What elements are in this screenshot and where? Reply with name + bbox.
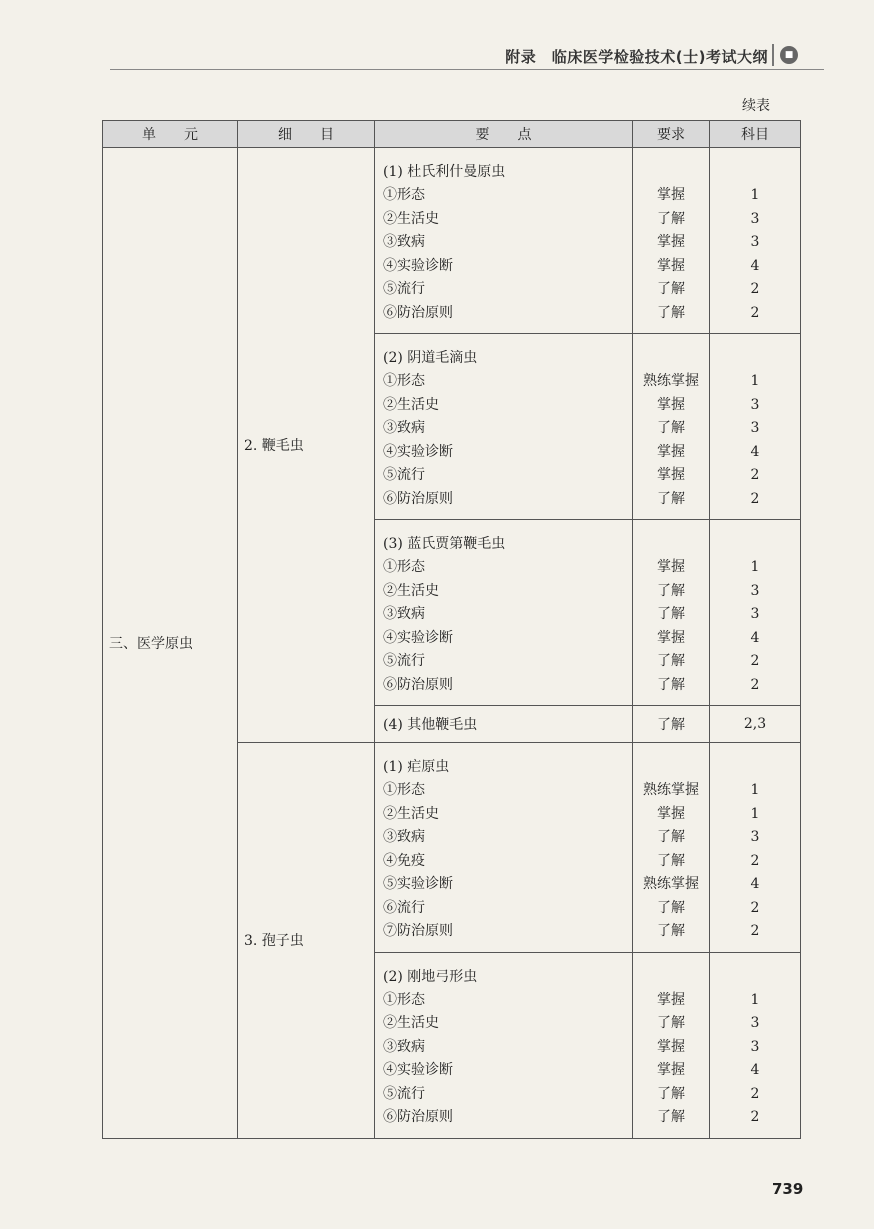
- point-item: ④实验诊断: [383, 1062, 453, 1078]
- requirement-text: 掌握: [657, 991, 685, 1008]
- subunit-cell: 2. 鞭毛虫: [238, 148, 375, 743]
- point-item: ④实验诊断: [383, 629, 453, 646]
- column-header-subunit: 细 目: [238, 121, 375, 148]
- requirement-text: 了解: [657, 676, 685, 693]
- point-item: ②生活史: [383, 1015, 439, 1031]
- subject-text: 2: [750, 490, 760, 507]
- requirement-text: 了解: [657, 717, 685, 733]
- requirement-text: 熟练掌握: [643, 373, 699, 389]
- point-item: ③致病: [383, 1038, 425, 1055]
- requirement-text: 了解: [657, 210, 685, 227]
- requirement-text: 掌握: [657, 629, 685, 646]
- requirement-text: 掌握: [657, 396, 685, 413]
- subject-text: 2: [750, 281, 760, 297]
- requirement-text: 熟练掌握: [643, 782, 699, 798]
- column-header-point: 要 点: [375, 121, 633, 148]
- point-cell: [375, 520, 633, 706]
- subject-cell: [710, 148, 801, 334]
- subject-text: 2: [750, 304, 760, 321]
- requirement-text: 掌握: [657, 467, 685, 483]
- point-item: ⑤流行: [383, 1085, 425, 1102]
- point-cell: [375, 334, 633, 520]
- requirement-text: 了解: [657, 653, 685, 669]
- point-item: ⑤实验诊断: [383, 876, 453, 892]
- requirement-text: 了解: [657, 829, 685, 845]
- requirement-text: 了解: [657, 420, 685, 436]
- requirement-text: 了解: [657, 1085, 685, 1102]
- page-number: 739: [772, 1180, 804, 1198]
- requirement-text: 掌握: [657, 443, 685, 460]
- syllabus-table: [102, 120, 801, 1139]
- requirement-cell: [633, 952, 710, 1138]
- subject-text: 3: [750, 606, 760, 622]
- point-item: ⑥防治原则: [383, 304, 453, 321]
- subject-cell: [710, 952, 801, 1138]
- subject-cell: [710, 520, 801, 706]
- subject-text: 3: [750, 210, 760, 227]
- header-badge-icon: ■: [780, 46, 798, 64]
- point-item: ①形态: [383, 373, 425, 389]
- requirement-text: 了解: [657, 923, 685, 939]
- subject-text: 3: [750, 420, 760, 436]
- point-cell: [375, 706, 633, 743]
- subject-text: 2: [750, 852, 760, 869]
- subunit-cell: 3. 孢子虫: [238, 743, 375, 1139]
- point-item: ③致病: [383, 420, 425, 436]
- subject-text: 2: [750, 1109, 760, 1125]
- subject-text: 2,3: [743, 716, 767, 732]
- requirement-text: 掌握: [657, 187, 685, 203]
- unit-cell: 三、医学原虫: [103, 148, 238, 1139]
- subject-text: 4: [750, 629, 760, 646]
- point-item: ③致病: [383, 606, 425, 622]
- subject-cell: [710, 334, 801, 520]
- subject-cell: [710, 743, 801, 953]
- point-item: ④实验诊断: [383, 443, 453, 460]
- point-item: ⑥防治原则: [383, 1109, 453, 1125]
- requirement-text: 掌握: [657, 234, 685, 250]
- subject-text: 3: [750, 396, 760, 413]
- point-item: ②生活史: [383, 210, 439, 227]
- group-title: (1) 杜氏利什曼原虫: [383, 164, 506, 180]
- subject-text: 1: [750, 559, 760, 575]
- requirement-cell: [633, 334, 710, 520]
- group-title: (2) 阴道毛滴虫: [383, 350, 478, 366]
- subject-text: 4: [750, 443, 760, 460]
- subject-text: 2: [750, 653, 760, 669]
- subject-text: 1: [750, 187, 760, 203]
- subject-text: 2: [750, 1085, 760, 1102]
- subject-text: 1: [750, 782, 760, 798]
- requirement-cell: [633, 743, 710, 953]
- point-item: ④实验诊断: [383, 257, 453, 274]
- subject-text: 3: [750, 1038, 760, 1055]
- point-item: ③致病: [383, 234, 425, 250]
- group-title: (4) 其他鞭毛虫: [383, 717, 478, 733]
- group-title: (3) 蓝氏贾第鞭毛虫: [383, 536, 506, 552]
- requirement-cell: [633, 706, 710, 743]
- continued-label: 续表: [742, 98, 770, 114]
- requirement-text: 了解: [657, 490, 685, 507]
- subject-text: 3: [750, 582, 760, 599]
- point-item: ④免疫: [383, 852, 425, 869]
- subject-text: 4: [750, 1062, 760, 1078]
- point-item: ⑥防治原则: [383, 490, 453, 507]
- point-item: ③致病: [383, 829, 425, 845]
- table-header-row: [103, 121, 801, 148]
- requirement-text: 熟练掌握: [643, 876, 699, 892]
- point-item: ②生活史: [383, 805, 439, 822]
- column-header-requirement: 要求: [633, 121, 710, 148]
- subject-text: 4: [750, 876, 760, 892]
- subject-text: 2: [750, 899, 760, 916]
- point-item: ①形态: [383, 782, 425, 798]
- requirement-text: 了解: [657, 304, 685, 321]
- group-title: (1) 疟原虫: [383, 759, 450, 775]
- point-item: ②生活史: [383, 396, 439, 413]
- requirement-cell: [633, 520, 710, 706]
- point-item: ⑤流行: [383, 281, 425, 297]
- subject-text: 1: [750, 805, 760, 822]
- subject-cell: [710, 706, 801, 743]
- running-header: 附录 临床医学检验技术(士)考试大纲: [505, 48, 768, 66]
- point-item: ⑦防治原则: [383, 923, 453, 939]
- table-row: [103, 148, 801, 334]
- subject-text: 1: [750, 373, 760, 389]
- column-header-unit: 单 元: [103, 121, 238, 148]
- requirement-text: 掌握: [657, 559, 685, 575]
- requirement-text: 掌握: [657, 1062, 685, 1078]
- requirement-text: 了解: [657, 1109, 685, 1125]
- requirement-text: 了解: [657, 281, 685, 297]
- subject-text: 3: [750, 829, 760, 845]
- requirement-text: 了解: [657, 852, 685, 869]
- requirement-text: 了解: [657, 899, 685, 916]
- point-cell: [375, 148, 633, 334]
- requirement-text: 了解: [657, 1015, 685, 1031]
- point-item: ②生活史: [383, 582, 439, 599]
- group-title: (2) 刚地弓形虫: [383, 968, 478, 985]
- point-item: ⑤流行: [383, 467, 425, 483]
- subject-text: 3: [750, 234, 760, 250]
- requirement-text: 了解: [657, 582, 685, 599]
- point-item: ①形态: [383, 187, 425, 203]
- requirement-text: 掌握: [657, 257, 685, 274]
- point-item: ①形态: [383, 991, 425, 1008]
- header-rule: [110, 69, 824, 70]
- requirement-text: 掌握: [657, 805, 685, 822]
- point-item: ⑤流行: [383, 653, 425, 669]
- subject-text: 2: [750, 467, 760, 483]
- point-cell: [375, 743, 633, 953]
- point-cell: [375, 952, 633, 1138]
- subject-text: 4: [750, 257, 760, 274]
- requirement-text: 了解: [657, 606, 685, 622]
- subject-text: 3: [750, 1015, 760, 1031]
- point-item: ⑥防治原则: [383, 676, 453, 693]
- subject-text: 2: [750, 676, 760, 693]
- subject-text: 1: [750, 991, 760, 1008]
- subject-text: 2: [750, 923, 760, 939]
- point-item: ⑥流行: [383, 899, 425, 916]
- point-item: ①形态: [383, 559, 425, 575]
- header-divider: [772, 44, 774, 66]
- column-header-subject: 科目: [710, 121, 801, 148]
- requirement-cell: [633, 148, 710, 334]
- requirement-text: 掌握: [657, 1038, 685, 1055]
- table-body: [103, 148, 801, 1139]
